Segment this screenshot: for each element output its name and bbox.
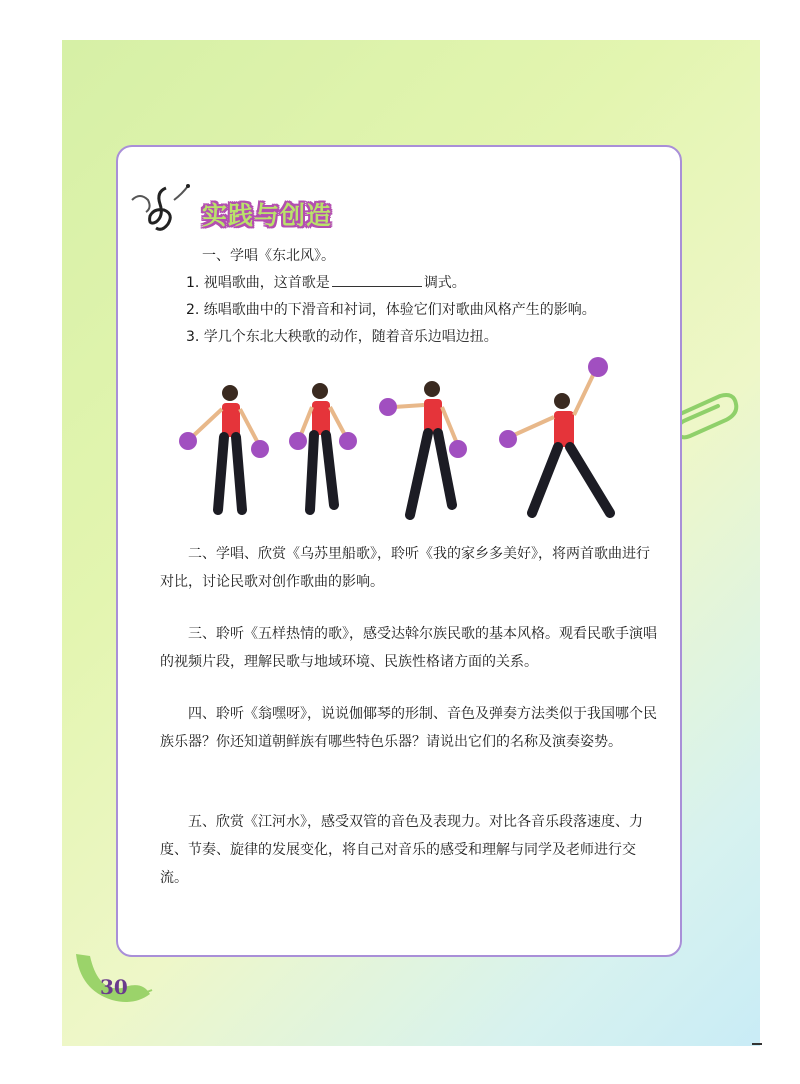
item4-paragraph: 四、聆听《翁嘿呀》，说说伽倻琴的形制、音色及弹奏方法类似于我国哪个民族乐器？你还知道朝鲜族有哪些特色乐器？请说出它们的名称及演奏姿势。 xyxy=(160,706,657,750)
dancer-figure xyxy=(499,357,610,513)
item1-sub3: 3. 学几个东北大秧歌的动作，随着音乐边唱边扭。 xyxy=(186,329,498,345)
item1-heading: 一、学唱《东北风》。 xyxy=(202,248,335,264)
item3-paragraph: 三、聆听《五样热情的歌》，感受达斡尔族民歌的基本风格。观看民歌手演唱的视频片段，理解民歌与地域环境、民族性格诸方面的关系。 xyxy=(160,626,657,670)
fill-in-blank[interactable] xyxy=(332,272,422,287)
yangge-dancers-illustration xyxy=(170,345,630,525)
treble-clef-conductor-icon xyxy=(126,178,196,240)
item1-sub1 xyxy=(186,270,466,296)
item2-paragraph: 二、学唱、欣赏《乌苏里船歌》，聆听《我的家乡多美好》，将两首歌曲进行对比，讨论民歌对创作歌曲的影响。 xyxy=(160,546,650,590)
dancer-figure xyxy=(289,383,357,510)
dancer-figure xyxy=(379,381,467,515)
dancer-figure xyxy=(179,385,269,510)
item1-sub1-before: 1. 视唱歌曲，这首歌是 xyxy=(186,275,330,291)
item5-paragraph: 五、欣赏《江河水》，感受双管的音色及表现力。对比各音乐段落速度、力度、节奏、旋律的发展变化，将自己对音乐的感受和理解与同学及老师进行交流。 xyxy=(160,814,643,886)
item1-sub1-after: 调式。 xyxy=(423,275,466,291)
page-number: 30 xyxy=(100,975,128,999)
item1-sub2: 2. 练唱歌曲中的下滑音和衬词，体验它们对歌曲风格产生的影响。 xyxy=(186,302,596,318)
corner-crop-mark xyxy=(752,1043,762,1045)
section-title: 实践与创造 xyxy=(202,201,333,230)
